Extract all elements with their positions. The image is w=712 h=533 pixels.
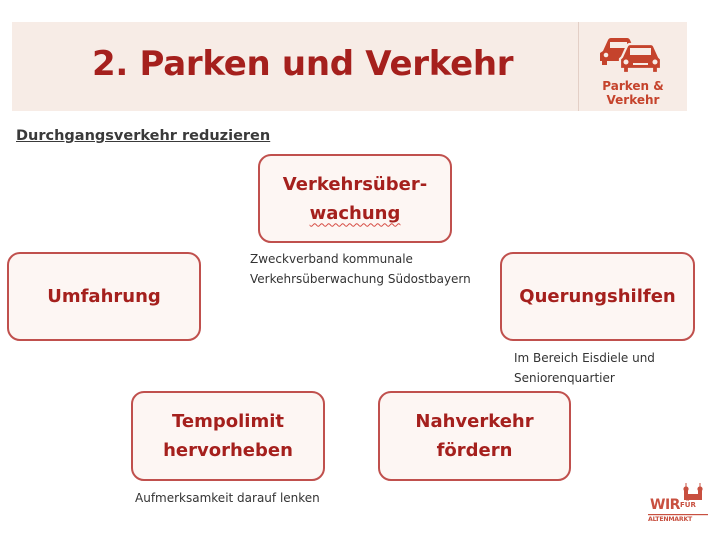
note-verkehrsueberwachung-line1: Zweckverband kommunale xyxy=(250,252,413,266)
box-tempolimit-line1: Tempolimit xyxy=(172,411,284,432)
note-querungshilfen-line2: Seniorenquartier xyxy=(514,371,615,385)
logo-wir-text: WIR xyxy=(650,497,680,513)
logo-place-text: ALTENMARKT xyxy=(648,516,693,523)
box-umfahrung xyxy=(7,252,201,341)
box-verkehrsueberwachung-line1: Verkehrsüber- xyxy=(282,173,428,195)
box-nahverkehr xyxy=(378,391,571,481)
section-subtitle: Durchgangsverkehr reduzieren xyxy=(16,128,271,144)
box-querungshilfen-label: Querungshilfen xyxy=(519,286,676,307)
box-tempolimit-line2: hervorheben xyxy=(163,440,293,461)
note-querungshilfen xyxy=(514,348,655,388)
box-verkehrsueberwachung-line2: wachung xyxy=(309,202,401,224)
topic-badge xyxy=(579,22,687,111)
box-umfahrung-label: Umfahrung xyxy=(47,286,161,307)
note-tempolimit xyxy=(135,488,320,508)
note-verkehrsueberwachung-line2: Verkehrsüberwachung Südostbayern xyxy=(250,272,471,286)
note-querungshilfen-line1: Im Bereich Eisdiele und xyxy=(514,351,655,365)
note-verkehrsueberwachung xyxy=(250,249,471,289)
box-nahverkehr-line1: Nahverkehr xyxy=(415,411,534,432)
box-verkehrsueberwachung xyxy=(258,154,452,243)
badge-label-line2: Verkehr xyxy=(606,93,660,107)
logo-fuer-text: FÜR xyxy=(680,501,696,509)
badge-label-line1: Parken & xyxy=(602,79,664,93)
note-tempolimit-line1: Aufmerksamkeit darauf lenken xyxy=(135,491,320,505)
two-cars-icon xyxy=(597,35,669,75)
box-nahverkehr-line2: fördern xyxy=(436,440,513,461)
page-title: 2. Parken und Verkehr xyxy=(92,44,514,84)
box-tempolimit xyxy=(131,391,325,481)
wir-fuer-altenmarkt-logo xyxy=(648,482,708,526)
box-querungshilfen xyxy=(500,252,695,341)
